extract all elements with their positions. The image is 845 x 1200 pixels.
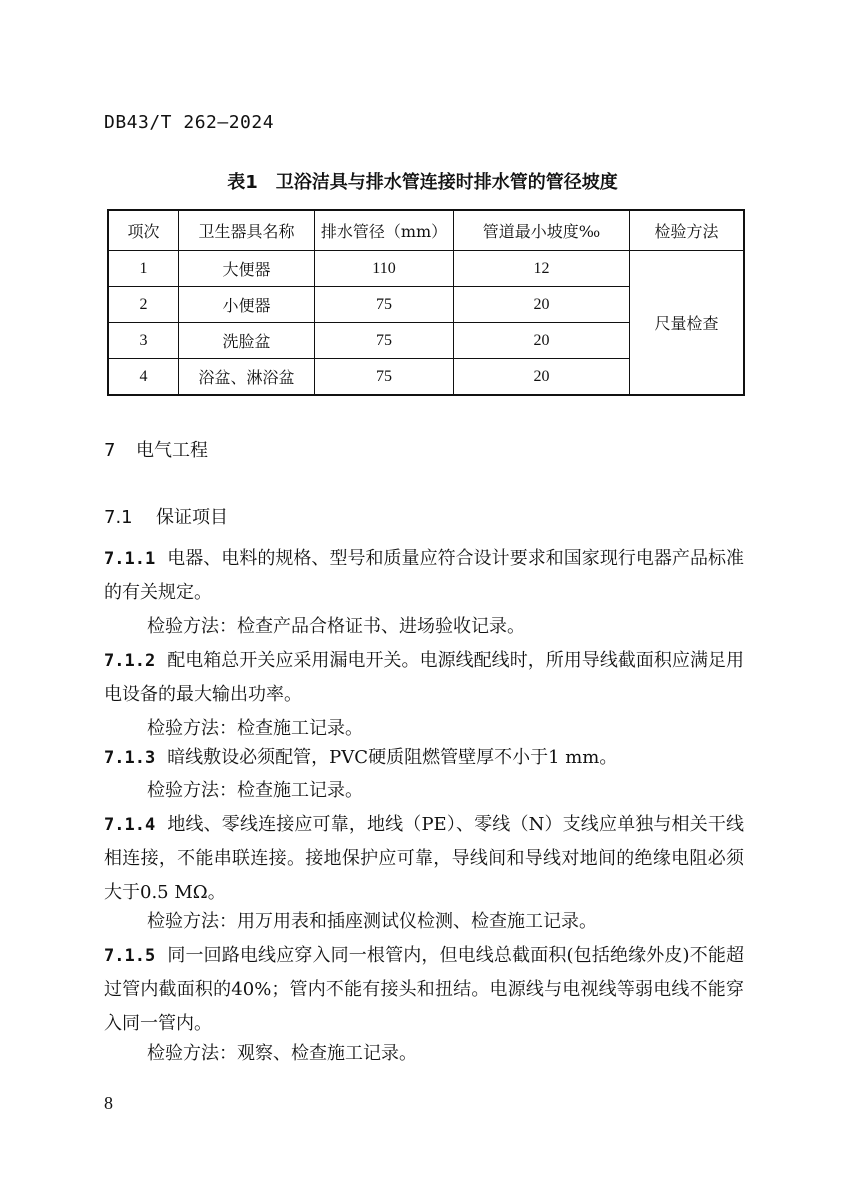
clause-7-1-1	[104, 542, 744, 610]
row-number: 3	[108, 323, 179, 359]
row-number: 2	[108, 287, 179, 323]
table-header-row	[108, 210, 744, 251]
section-number: 7	[104, 440, 116, 461]
clause-number: 7.1.3	[104, 748, 156, 768]
fixture-name: 浴盆、淋浴盆	[179, 359, 315, 396]
clause-text: 配电箱总开关应采用漏电开关。电源线配线时，所用导线截面积应满足用电设备的最大输出功率。	[104, 650, 744, 705]
clause-number: 7.1.4	[104, 815, 156, 835]
table-title: 表1 卫浴洁具与排水管连接时排水管的管径坡度	[227, 172, 618, 193]
table-row	[108, 251, 744, 287]
row-number: 1	[108, 251, 179, 287]
column-header: 管道最小坡度‰	[454, 210, 630, 251]
fixture-name: 大便器	[179, 251, 315, 287]
clause-number: 7.1.2	[104, 651, 156, 671]
pipe-diameter: 75	[315, 323, 454, 359]
clause-7-1-4	[104, 808, 744, 910]
clause-number: 7.1.5	[104, 946, 156, 966]
pipe-diameter: 75	[315, 359, 454, 396]
clause-7-1-2	[104, 644, 744, 712]
column-header: 项次	[108, 210, 179, 251]
subsection-heading	[104, 503, 228, 529]
row-number: 4	[108, 359, 179, 396]
page-number: 8	[104, 1093, 113, 1113]
clause-method: 检验方法：观察、检查施工记录。	[147, 1043, 417, 1064]
section-title: 电气工程	[136, 440, 208, 461]
clause-method: 检验方法：检查施工记录。	[147, 780, 363, 801]
column-header: 排水管径（mm）	[315, 210, 454, 251]
subsection-number: 7.1	[104, 507, 133, 528]
clause-text: 暗线敷设必须配管，PVC硬质阻燃管壁厚不小于1 mm。	[167, 747, 618, 768]
fixture-name: 小便器	[179, 287, 315, 323]
clause-7-1-5	[104, 939, 744, 1041]
pipe-slope-table	[107, 209, 745, 396]
subsection-title: 保证项目	[156, 507, 228, 528]
section-heading	[104, 436, 208, 462]
min-slope: 20	[454, 323, 630, 359]
min-slope: 12	[454, 251, 630, 287]
pipe-diameter: 110	[315, 251, 454, 287]
clause-text: 同一回路电线应穿入同一根管内，但电线总截面积(包括绝缘外皮)不能超过管内截面积的40%；管内不能有接头和扭结。电源线与电视线等弱电线不能穿入同一管内。	[104, 945, 744, 1034]
column-header: 检验方法	[630, 210, 745, 251]
clause-7-1-3	[104, 741, 744, 775]
clause-method: 检验方法：检查产品合格证书、进场验收记录。	[147, 616, 525, 637]
clause-method: 检验方法：用万用表和插座测试仪检测、检查施工记录。	[147, 911, 597, 932]
pipe-diameter: 75	[315, 287, 454, 323]
inspection-method: 尺量检查	[630, 251, 745, 396]
min-slope: 20	[454, 287, 630, 323]
min-slope: 20	[454, 359, 630, 396]
clause-text: 电器、电料的规格、型号和质量应符合设计要求和国家现行电器产品标准的有关规定。	[104, 548, 744, 603]
document-code: DB43/T 262—2024	[104, 112, 275, 133]
clause-number: 7.1.1	[104, 549, 156, 569]
clause-text: 地线、零线连接应可靠，地线（PE）、零线（N）支线应单独与相关干线相连接，不能串联连接。接地保护应可靠，导线间和导线对地间的绝缘电阻必须大于0.5 MΩ。	[104, 814, 744, 903]
fixture-name: 洗脸盆	[179, 323, 315, 359]
column-header: 卫生器具名称	[179, 210, 315, 251]
clause-method: 检验方法：检查施工记录。	[147, 718, 363, 739]
